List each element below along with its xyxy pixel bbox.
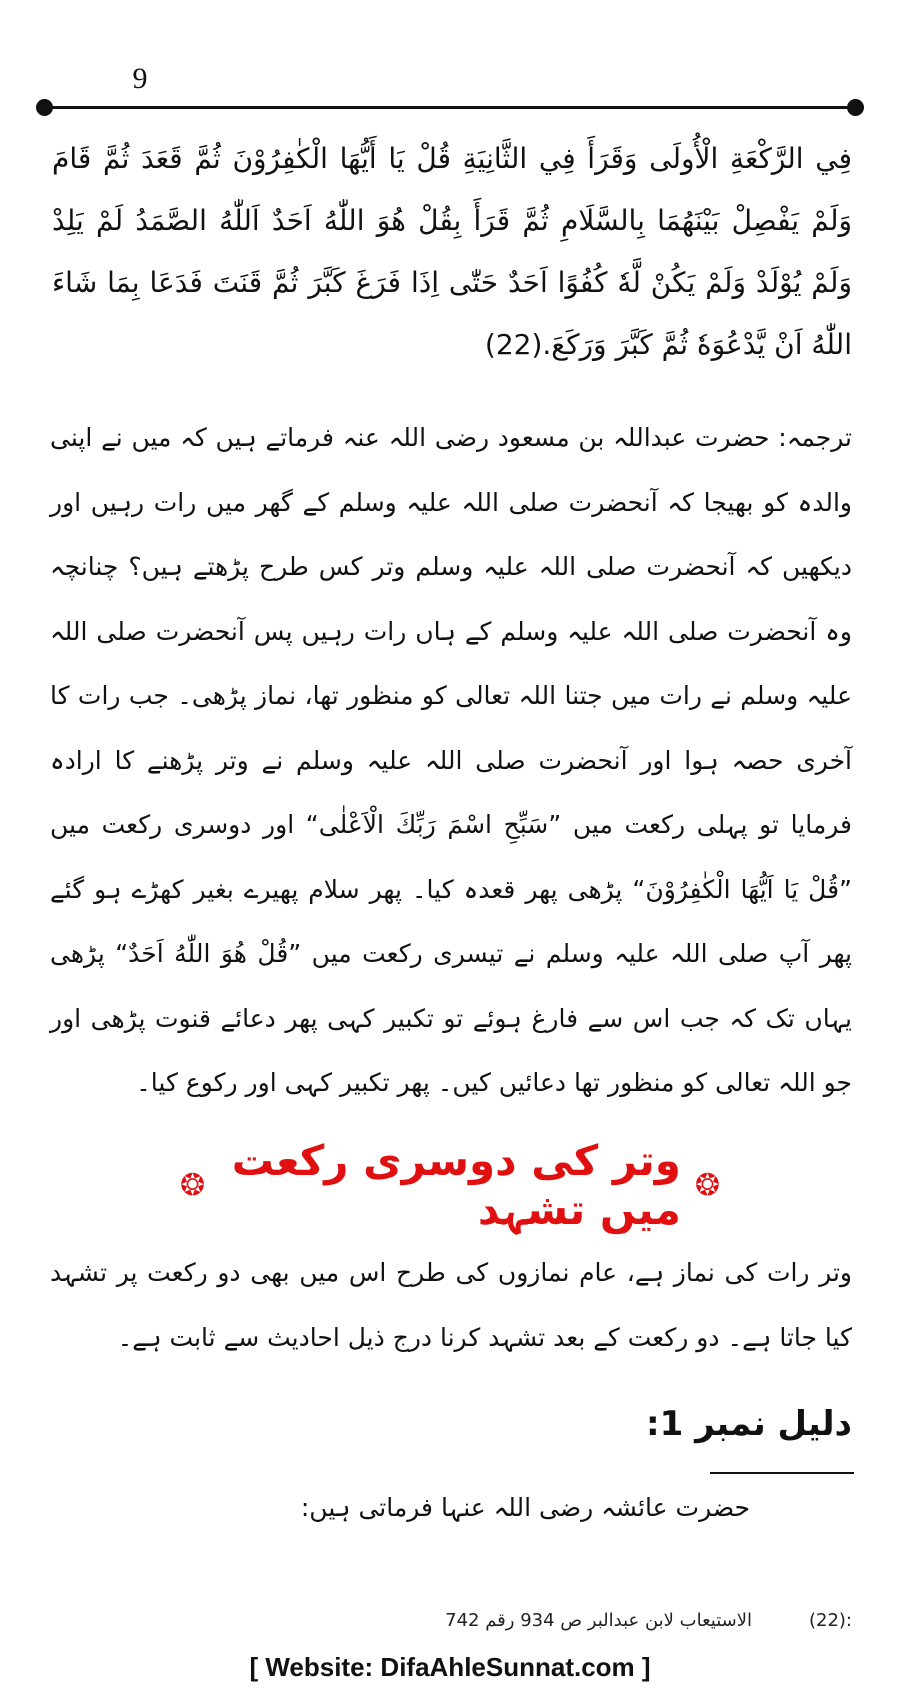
footnote-text: الاستیعاب لابن عبدالبر ص 934 رقم 742 [445,1610,752,1631]
footnote-number: (22): [808,1610,852,1631]
dalil-underline [710,1472,854,1474]
dalil-title: دلیل نمبر 1: [646,1404,852,1444]
ornament-right-icon: ❂ [694,1167,720,1203]
website-link[interactable]: [ Website: DifaAhleSunnat.com ] [249,1652,651,1682]
section-heading-banner [180,1136,720,1234]
section-intro: وتر رات کی نماز ہے، عام نمازوں کی طرح اس میں بھی دو رکعت پر تشہد کیا جاتا ہے۔ دو رکعت کے بعد تشہد کرنا درج ذیل احادیث سے ثابت ہے۔ [50,1258,852,1352]
footnote [0,1606,900,1640]
top-rule [44,106,856,109]
arabic-hadith-text: فِي الرَّكْعَةِ الْأُولَى وَقَرَأَ فِي الثَّانِيَةِ قُلْ يَا أَيُّهَا الْكٰفِرُوْنَ ثُمَّ قَعَدَ ثُمَّ قَامَ وَلَمْ يَفْصِلْ بَيْنَهُمَا بِالسَّلَامِ ثُمَّ قَرَأَ بِقُلْ هُوَ اللّٰهُ اَحَدٌ اَللّٰهُ الصَّمَدُ لَمْ يَلِدْ وَلَمْ يُوْلَدْ وَلَمْ يَكُنْ لَّهٗ كُفُوًا اَحَدٌ حَتّٰى اِذَا فَرَغَ كَبَّرَ ثُمَّ قَنَتَ فَدَعَا بِمَا شَاءَ اللّٰهُ اَنْ يَّدْعُوَهٗ ثُمَّ كَبَّرَ وَرَكَعَ.(22) [52,142,852,361]
rule-dot-right [847,99,864,116]
ornament-left-icon: ❂ [180,1167,206,1203]
rule-dot-left [36,99,53,116]
urdu-translation: ترجمہ: حضرت عبداللہ بن مسعود رضی اللہ عنہ فرماتے ہیں کہ میں نے اپنی والدہ کو بھیجا کہ آنحضرت صلی اللہ علیہ وسلم کے گھر میں رات رہیں اور دیکھیں کہ آنحضرت صلی اللہ علیہ وسلم وتر کس طرح پڑھتے ہیں؟ چنانچہ وہ آنحضرت صلی اللہ علیہ وسلم کے ہاں رات رہیں پس آنحضرت صلی اللہ علیہ وسلم نے رات میں جتنا اللہ تعالی کو منظور تھا، نماز پڑھی۔ جب رات کا آخری حصہ ہوا اور آنحضرت صلی اللہ علیہ وسلم نے وتر پڑھنے کا ارادہ فرمایا تو پہلی رکعت میں ”سَبِّحِ اسْمَ رَبِّكَ الْاَعْلٰى“ اور دوسری رکعت میں ”قُلْ يَا اَيُّهَا الْكٰفِرُوْنَ“ پڑھی پھر قعدہ کیا۔ پھر سلام پھیرے بغیر کھڑے ہو گئے پھر آپ صلی اللہ علیہ وسلم نے تیسری رکعت میں ”قُلْ هُوَ اللّٰهُ اَحَدٌ“ پڑھی یہاں تک کہ جب اس سے فارغ ہوئے تو تکبیر کہی پھر دعائے قنوت پڑھی اور جو اللہ تعالی کو منظور تھا دعائیں کیں۔ پھر تکبیر کہی اور رکوع کیا۔ [50,423,852,1097]
page-number: 9 [132,62,148,95]
section-heading: وتر کی دوسری رکعت میں تشہد [231,1136,681,1234]
quote-intro: حضرت عائشہ رضی اللہ عنہا فرماتی ہیں: [300,1493,750,1522]
